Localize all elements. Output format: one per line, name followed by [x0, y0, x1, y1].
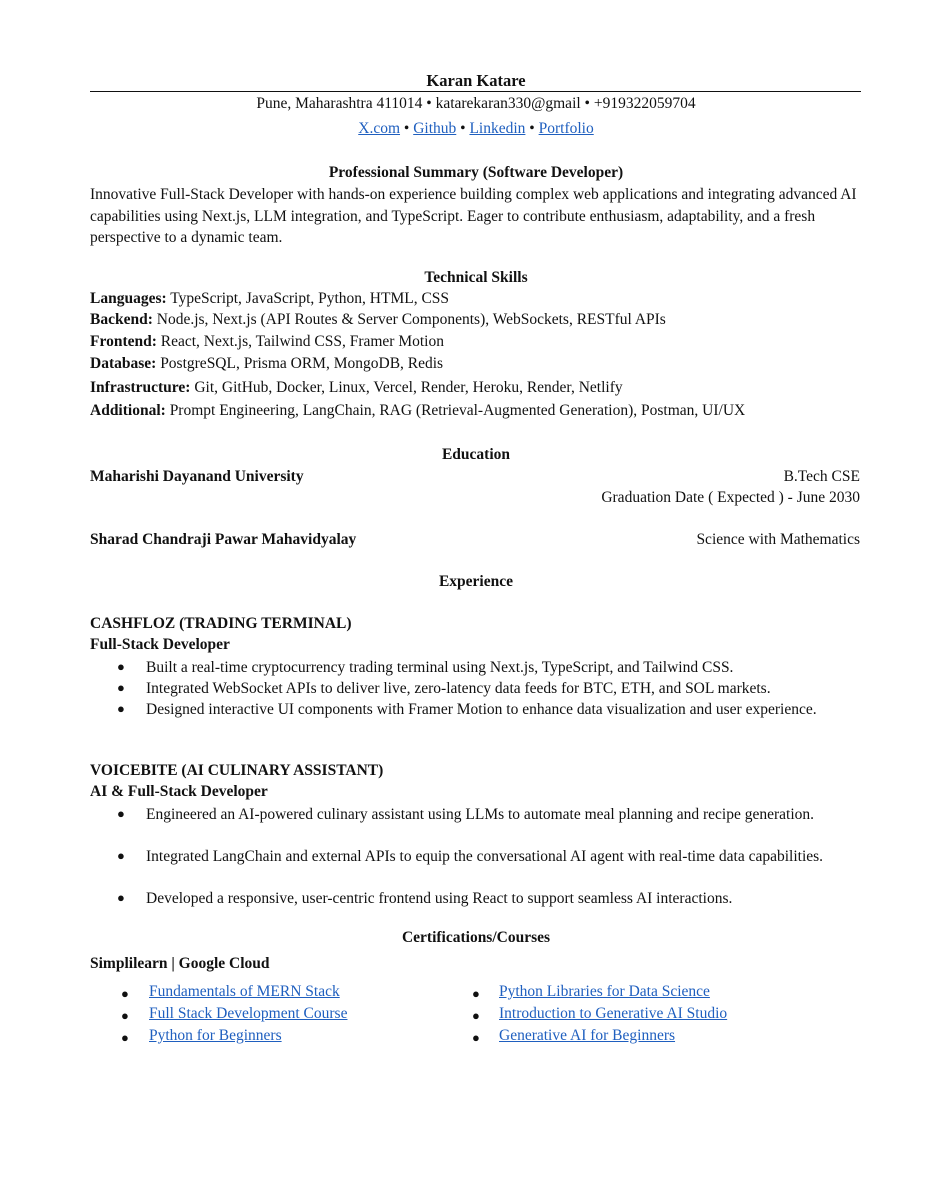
summary-text: Innovative Full-Stack Developer with hands-on experience building complex web applications and integrating advanced AI capabilities using Next.js, LLM integration, and TypeScript. Eager to contribute enthusiasm, adaptability, and a fresh perspective to a dynamic team. [90, 186, 857, 246]
skill-value: Prompt Engineering, LangChain, RAG (Retrieval-Augmented Generation), Postman, UI/UX [169, 402, 746, 419]
bullet-icon: ● [117, 680, 125, 695]
bullet-icon: ● [472, 1008, 480, 1023]
summary-heading: Professional Summary (Software Developer) [328, 164, 624, 181]
skill-label: Database: [90, 355, 157, 372]
course-link[interactable]: Full Stack Development Course [149, 1005, 348, 1022]
bullet-icon: ● [117, 701, 125, 716]
job-company: CASHFLOZ (TRADING TERMINAL) [90, 615, 352, 632]
job-role: Full-Stack Developer [90, 636, 230, 653]
course-link[interactable]: Generative AI for Beginners [499, 1027, 676, 1044]
education-school: Sharad Chandraji Pawar Mahavidyalay [90, 531, 357, 548]
link-separator: • [403, 120, 410, 137]
job-role: AI & Full-Stack Developer [90, 783, 268, 800]
bullet-icon: ● [472, 1030, 480, 1045]
course-link[interactable]: Fundamentals of MERN Stack [149, 983, 340, 1000]
skill-row-backend [90, 311, 666, 329]
bullet-icon: ● [117, 890, 125, 905]
job-company: VOICEBITE (AI CULINARY ASSISTANT) [90, 762, 384, 779]
skill-label: Infrastructure: [90, 379, 191, 396]
github-link[interactable]: Github [413, 120, 457, 137]
certification-provider: Simplilearn | Google Cloud [90, 955, 270, 972]
bullet-icon: ● [117, 659, 125, 674]
bullet-icon: ● [121, 1030, 129, 1045]
skill-label: Languages: [90, 290, 167, 307]
skill-row-languages [90, 290, 449, 308]
x-link[interactable]: X.com [358, 120, 401, 137]
skill-value: Node.js, Next.js (API Routes & Server Components), WebSockets, RESTful APIs [156, 311, 666, 328]
skill-value: PostgreSQL, Prisma ORM, MongoDB, Redis [160, 355, 444, 372]
course-link[interactable]: Python Libraries for Data Science [499, 983, 710, 1000]
skill-value: TypeScript, JavaScript, Python, HTML, CSS [170, 290, 450, 307]
profile-links [0, 120, 952, 138]
link-separator: • [529, 120, 535, 137]
skill-label: Additional: [90, 402, 166, 419]
education-degree: B.Tech CSE [783, 468, 860, 485]
certifications-heading: Certifications/Courses [401, 929, 551, 946]
bullet-icon: ● [472, 986, 480, 1001]
bullet-icon: ● [121, 986, 129, 1001]
skill-row-frontend [90, 333, 444, 351]
header-divider [90, 91, 861, 92]
course-link[interactable]: Introduction to Generative AI Studio [499, 1005, 728, 1022]
bullet-icon: ● [117, 806, 125, 821]
education-heading: Education [441, 446, 511, 463]
education-school: Maharishi Dayanand University [90, 468, 304, 485]
course-link[interactable]: Python for Beginners [149, 1027, 282, 1044]
candidate-name: Karan Katare [426, 71, 526, 90]
education-degree: Science with Mathematics [696, 531, 860, 548]
education-date: Graduation Date ( Expected ) - June 2030 [601, 489, 860, 506]
skills-heading: Technical Skills [424, 269, 528, 286]
linkedin-link[interactable]: Linkedin [469, 120, 526, 137]
portfolio-link[interactable]: Portfolio [538, 120, 594, 137]
bullet-icon: ● [121, 1008, 129, 1023]
job-bullet: Designed interactive UI components with Framer Motion to enhance data visualization and user experience. [146, 701, 817, 718]
skill-label: Frontend: [90, 333, 157, 350]
skill-label: Backend: [90, 311, 153, 328]
skill-row-additional [90, 402, 745, 420]
skill-row-database [90, 355, 443, 373]
link-separator: • [460, 120, 466, 137]
contact-line: Pune, Maharashtra 411014 • katarekaran330@gmail • +919322059704 [256, 95, 696, 112]
skill-value: React, Next.js, Tailwind CSS, Framer Motion [160, 333, 444, 350]
job-bullet: Integrated WebSocket APIs to deliver live, zero-latency data feeds for BTC, ETH, and SOL markets. [146, 680, 771, 697]
job-bullet: Developed a responsive, user-centric frontend using React to support seamless AI interactions. [146, 890, 733, 907]
job-bullet: Integrated LangChain and external APIs to equip the conversational AI agent with real-time data capabilities. [146, 848, 824, 865]
skill-value: Git, GitHub, Docker, Linux, Vercel, Render, Heroku, Render, Netlify [194, 379, 623, 396]
bullet-icon: ● [117, 848, 125, 863]
skill-row-infrastructure [90, 379, 623, 397]
experience-heading: Experience [438, 573, 514, 590]
job-bullet: Built a real-time cryptocurrency trading terminal using Next.js, TypeScript, and Tailwind CSS. [146, 659, 734, 676]
job-bullet: Engineered an AI-powered culinary assistant using LLMs to automate meal planning and recipe generation. [146, 806, 815, 823]
